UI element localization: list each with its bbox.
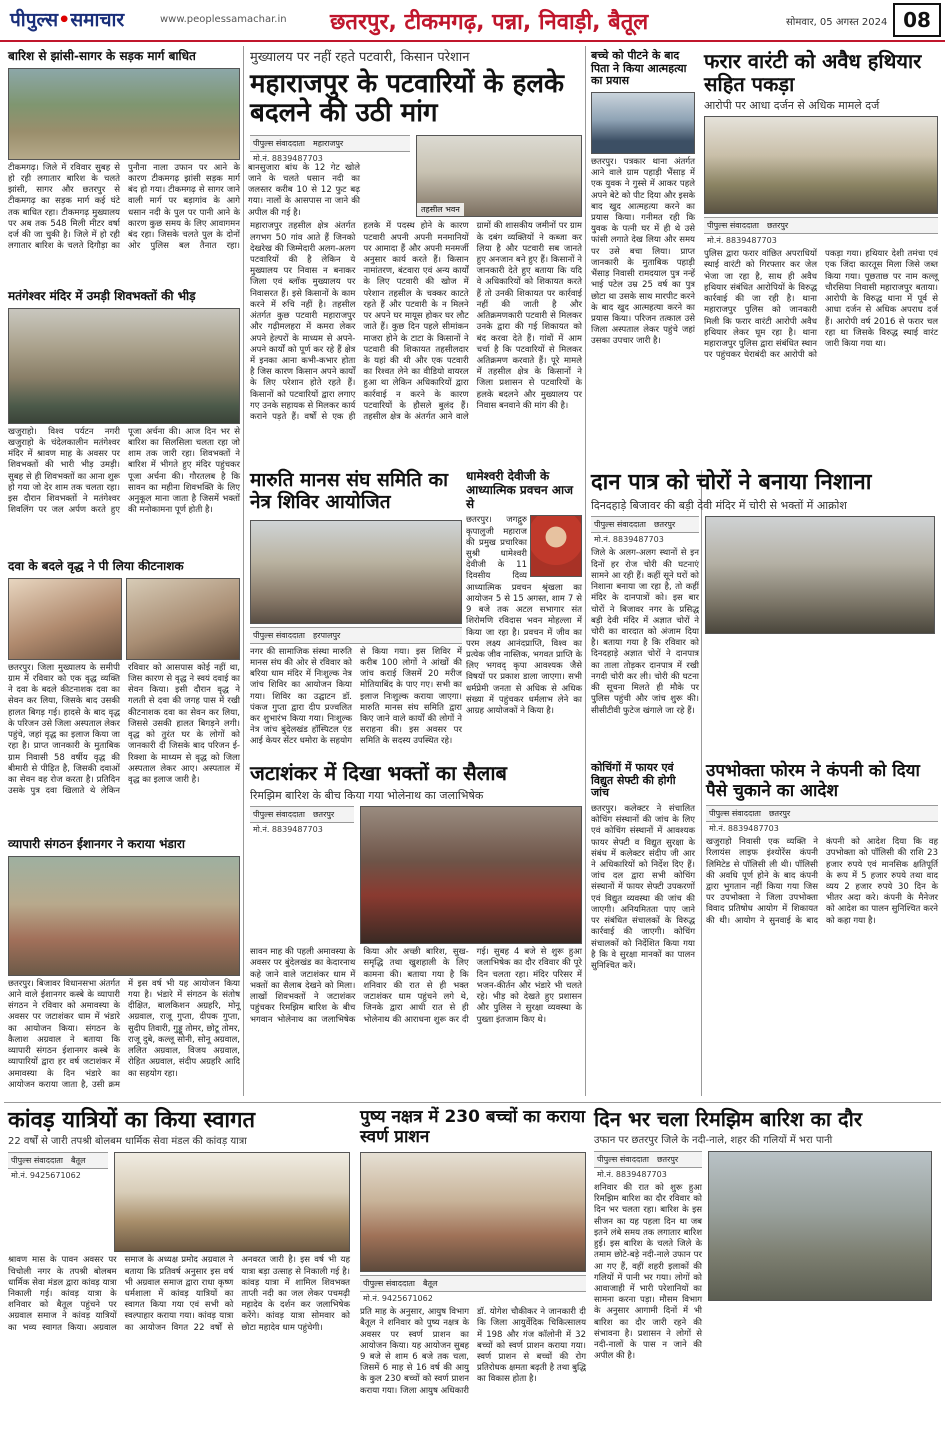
waterlogged-street-photo xyxy=(708,1151,932,1301)
byline-name: पीपुल्स संवाददाता xyxy=(597,1155,649,1164)
story-matangeshwar xyxy=(8,290,240,548)
byline-place: छतरपुर xyxy=(312,810,335,820)
subhead: उफान पर छतरपुर जिले के नदी-नाले, शहर की गलियों में भरा पानी xyxy=(594,1135,833,1146)
eye-camp-photo xyxy=(250,520,462,624)
mobile-number: मो.नं. 8839487703 xyxy=(594,535,664,545)
byline-name: पीपुल्स संवाददाता xyxy=(253,139,305,149)
newspaper-logo xyxy=(10,6,124,32)
logo-right: समाचार xyxy=(70,9,125,31)
story-body: महाराजपुर तहसील क्षेत्र अंतर्गत लगभग 50 गांव आते हैं जिनको देखरेख की जिम्मेदारी अलग-अलग पटवारियों की है लेकिन ये मुख्यालय पर निवास न बनाकर जिला एवं ब्लॉक मुख्यालय पर निवासरत हैं। इसे किसानों के काम करने में रुचि नहीं है। तहसील अंतर्गत कुछ पटवारी महाराजपुर और गढ़ीमलहरा में कमरा लेकर अपने हेल्परों के माध्यम से अपने-अपने कार्यों को पूर्ण कर रहे हैं क्षेत्र में इनका आना कभी-कभार होता है जिस कारण किसान अपने कार्यों के लिए परेशान होते रहते हैं। किसानों को पटवारियों द्वारा लगाए गए उनके सहायक से मिलकर कार्य कराने पड़ते हैं। वर्षों से एक ही हलके में पदस्थ होने के कारण पटवारी अपनी अपनी मनमानियों पर आमादा हैं और अपनी मनमर्जी अनुसार कार्य करते हैं। किसान नामांतरण, बंटवारा एवं अन्य कार्यों के लिए पटवारी की खोज में परेशान तहसील के चक्कर काटते रहते हैं और पटवारी के न मिलने पर अपने घर मायूस होकर घर लौट जाते हैं। कुछ दिन पहले सीमांकन माजरा होने के टाटा के किसानों ने पटवारी की शिकायत तहसीलदार के यहां की थी और एक पटवारी का रिश्वत लेने का वीडियो वायरल हुआ था लेकिन अधिकारियों द्वारा कार्रवाई न करने के कारण पटवारियों के हौसले बुलंद हैं। तहसील क्षेत्र के अंतर्गत आने वाले ग्रामों की शासकीय जमीनों पर ग्राम के दबंग व्यक्तियों ने कब्जा कर लिया है और पटवारी सब जानते हुए अनजान बने हुए हैं। किसानों ने जानकारी देते हुए बताया कि यदि वे अधिकारियों को शिकायत करते हैं तो उनकी शिकायत पर कार्रवाई नहीं की जाती है और अतिक्रमणकारी पटवारी से मिलकर उनके द्वारा की गई शिकायत को बंद करवा देते हैं। गांवों में आम चर्चा है कि पटवारियों से मिलकर अतिक्रमण करवाते हैं। पूरे मामले में तहसील क्षेत्र के किसानों ने जिला प्रशासन से पटवारियों के हलके बदलने और मुख्यालय पर निवास बनवाने की मांग की है। xyxy=(250,221,582,423)
subhead: दिनदहाड़े बिजावर की बड़ी देवी मंदिर में चोरी से भक्तों में आक्रोश xyxy=(591,499,847,513)
preacher-photo xyxy=(530,515,582,577)
story-body: छतरपुर। बिजावर विधानसभा अंतर्गत आने वाले ईशानगर कस्बे के व्यापारी संगठन ने रविवार को अमावस्या के अवसर पर जटाशंकर धाम में भंडारे का आयोजन किया। संगठन के कैलाश अग्रवाल ने बताया कि व्यापारी संगठन ईशानगर कस्बे के व्यापारियों द्वारा हर वर्ष जटाशंकर में अमावस्या के दिन भंडारे का आयोजन कराया जाता है, उसी क्रम में इस वर्ष भी यह आयोजन किया गया है। भंडारे में संगठन के संतोष दीक्षित, बालकिशन अग्रहरि, मोनू अग्रवाल, राजू गुप्ता, दीपक गुप्ता, सुदीप तिवारी, गुड्डू तोमर, छोटू तोमर, राजू दुबे, कल्लू सोनी, सोनू अग्रवाल, ललित अग्रवाल, विजय अग्रवाल, रोहित अग्रवाल, संदीप अग्रहरि आदि का सहयोग रहा। xyxy=(8,978,240,1090)
story-body: शनिवार की रात को शुरू हुआ रिमझिम बारिश का दौर रविवार को दिन भर चलता रहा। बारिश के इस सीजन का यह पहला दिन था जब इतने लंबे समय तक लगातार बारिश हुई। इस बारिश के चलते जिले के तमाम छोटे-बड़े नदी-नाले उफान पर आ गए हैं, वहीं शहरी इलाकों की गलियों में पानी भर गया। लोगों को आवाजाही में भारी परेशानियों का सामना करना पड़ा। मौसम विभाग के अनुसार आगामी दिनों में भी बारिश का दौर जारी रहने की संभावना है। प्रशासन ने लोगों से नदी-नालों के पास न जाने की अपील की है। xyxy=(594,1183,702,1362)
bhandara-photo xyxy=(8,856,240,976)
byline-place: छतरपुर xyxy=(766,221,789,231)
story-body: नगर की सामाजिक संस्था मारुति मानस संघ की ओर से रविवार को बरिया धाम मंदिर में निःशुल्क नेत्र जांच शिविर का आयोजन किया गया। शिविर का उद्घाटन डॉ. पंकज गुप्ता द्वारा दीप प्रज्वलित कर शुभारंभ किया गया। निःशुल्क नेत्र जांच बुंदेलखंड हॉस्पिटल एंड आई केयर सेंटर धमोरा के सहयोग से किया गया। इस शिविर में करीब 100 लोगों ने आंखों की जांच कराई जिसमें 20 मरीज मोतियाबिंद के पाए गए। सभी का इलाज निःशुल्क कराया जाएगा। मारुति मानस संघ समिति द्वारा किए जाने वाले कार्यों की लोगों ने सराहना की। इस अवसर पर समिति के सदस्य उपस्थित रहे। xyxy=(250,646,462,747)
patient-photo xyxy=(8,578,122,660)
region-title: छतरपुर, टीकमगढ़, पन्ना, निवाड़ी, बैतूल xyxy=(330,10,649,35)
logo-dot: • xyxy=(58,9,71,31)
story-warrant xyxy=(704,50,938,465)
story-consumer xyxy=(706,762,938,1096)
mobile-number: मो.नं. 9425671062 xyxy=(363,1294,433,1304)
story-pesticide xyxy=(8,560,240,828)
story-swarnaprashan xyxy=(360,1108,586,1440)
headline: महाराजपुर के पटवारियों के हलके बदलने की उठी मांग xyxy=(250,68,564,129)
byline xyxy=(594,1151,702,1168)
byline-name: पीपुल्स संवाददाता xyxy=(709,809,761,819)
byline xyxy=(250,135,410,152)
story-body: सावन माह की पहली अमावस्या के अवसर पर बुंदेलखंड का केदारनाथ कहे जाने वाले जटाशंकर धाम में भक्तों का सैलाब देखने को मिला। लाखों शिवभक्तों ने जटाशंकर पहुंचकर रिमझिम बारिश के बीच भगवान भोलेनाथ का जलाभिषेक किया और अच्छी बारिश, सुख-समृद्धि तथा खुशहाली के लिए कामना की। बताया गया है कि शनिवार की रात से ही भक्त जटाशंकर धाम पहुंचने लगे थे, जिनके द्वारा आधी रात से ही भोलेनाथ की आराधना शुरू कर दी गई। सुबह 4 बजे से शुरू हुआ जलाभिषेक का दौर रविवार की पूरे दिन चलता रहा। मंदिर परिसर में भजन-कीर्तन और भंडारे भी चलते रहे। भीड़ को देखते हुए प्रशासन और पुलिस ने सुरक्षा व्यवस्था के पुख्ता इंतजाम किए थे। xyxy=(250,947,582,1025)
masthead xyxy=(0,0,945,42)
headline: मारुति मानस संघ समिति का नेत्र शिविर आयोजित xyxy=(250,469,448,513)
photo-caption: तहसील भवन xyxy=(417,203,464,216)
byline xyxy=(706,805,938,822)
headline: कांवड़ यात्रियों का किया स्वागत xyxy=(8,1108,256,1133)
headline: दिन भर चला रिमझिम बारिश का दौर xyxy=(594,1107,863,1131)
temple-theft-photo xyxy=(705,516,935,634)
story-body: खजुराहो निवासी एक व्यक्ति ने रिलायंस लाइफ इंश्योरेंस कंपनी लिमिटेड से पॉलिसी ली थी। पॉलिसी की अवधि पूर्ण होने के बाद कंपनी द्वारा भुगतान नहीं किया गया जिस पर उपभोक्ता ने जिला उपभोक्ता विवाद प्रतिषोध आयोग में शिकायत की थी। आयोग ने सुनवाई के बाद कंपनी को आदेश दिया कि वह उपभोक्ता को पॉलिसी की राशि 23 हजार रुपये एवं मानसिक क्षतिपूर्ति के रूप में 5 हजार रुपये तथा वाद व्यय 2 हजार रुपये 30 दिन के भीतर अदा करे। कंपनी के मैनेजर को आदेश का पालन सुनिश्चित करने को कहा गया है। xyxy=(706,837,938,926)
byline xyxy=(250,627,462,644)
byline-place: बैतूल xyxy=(422,1279,438,1289)
column-rule xyxy=(243,46,244,1096)
headline: फरार वारंटी को अवैध हथियार सहित पकड़ा xyxy=(704,49,922,96)
story-body: जिले के अलग-अलग स्थानों से इन दिनों हर रोज चोरी की घटनाएं सामने आ रही हैं। कहीं सूने घरों को निशाना बनाया जा रहा है, तो कहीं मंदिर के दानपात्रों को। इस बार चोरों ने बिजावर नगर के प्रसिद्ध बड़ी देवी मंदिर में अज्ञात चोरों ने चोरी का वारदात को अंजाम दिया है। बताया गया है कि रविवार को दिनदहाड़े अज्ञात चोरों ने दानपात्र का ताला तोड़कर दानपात्र में रखी नगदी चोरी कर ली। चोरी की घटना की सूचना मिलते ही मौके पर पुलिस पहुंची और जांच शुरू की। सीसीटीवी फुटेज खंगाले जा रहे हैं। xyxy=(591,548,699,716)
byline-name: पीपुल्स संवाददाता xyxy=(253,810,305,820)
hospital-photo xyxy=(591,92,695,154)
byline-name: पीपुल्स संवाददाता xyxy=(594,520,646,530)
flood-photo xyxy=(8,68,240,160)
mobile-number: मो.नं. 8839487703 xyxy=(707,236,777,246)
logo-left: पीपुल्स xyxy=(10,9,59,31)
swarnaprashan-photo xyxy=(360,1152,586,1272)
headline: जटाशंकर में दिखा भक्तों का सैलाब xyxy=(250,761,507,785)
headline: बच्चे को पीटने के बाद पिता ने किया आत्महत्या का प्रयास xyxy=(591,49,687,88)
website-url: www.peoplessamachar.in xyxy=(160,14,287,25)
mobile-number: मो.नं. 8839487703 xyxy=(253,825,323,835)
tehsil-photo xyxy=(416,135,582,217)
byline-place: छतरपुर xyxy=(768,809,791,819)
byline xyxy=(250,806,354,823)
byline-place: छतरपुर xyxy=(656,1155,679,1164)
headline: कोचिंगों में फायर एवं विद्युत सेफ्टी की होगी जांच xyxy=(591,761,676,800)
column-rule xyxy=(585,46,586,1096)
subhead: आरोपी पर आधा दर्जन से अधिक मामले दर्ज xyxy=(704,99,880,112)
byline-place: हरपालपुर xyxy=(312,630,341,640)
row-rule xyxy=(4,1102,941,1103)
headline: दवा के बदले वृद्ध ने पी लिया कीटनाशक xyxy=(8,559,184,573)
story-body: पुलिस द्वारा फरार वांछित अपराधियों स्थाई वारंटी को गिरफ्तार कर जेल भेजा जा रहा है, साथ ही अवैध हथियार संबंधित आरोपियों के विरुद्ध कार्रवाई की जा रही है। थाना महाराजपुर पुलिस को जानकारी मिली कि फरार वारंटी आरोपी अवैध हथियार लेकर घूम रहा है। थाना महाराजपुर पुलिस द्वारा संबंधित स्थान पर पहुंचकर घेराबंदी कर आरोपी को पकड़ा गया। हथियार देशी तमंचा एवं एक जिंदा कारतूस मिला जिसे जब्त किया गया। पूछताछ पर नाम कल्लू चौरसिया निवासी महाराजपुर बताया। आरोपी के विरुद्ध थाना में पूर्व से आधा दर्जन से अधिक अपराध दर्ज हैं। आरोपी वर्ष 2016 से फरार चल रहा था जिसके विरुद्ध स्थाई वारंट जारी किया गया था। xyxy=(704,249,938,361)
story-body: प्रति माह के अनुसार, आयुष विभाग बैतूल ने शनिवार को पुष्य नक्षत्र के अवसर पर स्वर्ण प्राशन का आयोजन किया। यह आयोजन सुबह 9 बजे से शाम 6 बजे तक चला, जिसमें 6 माह से 16 वर्ष की आयु के कुल 230 बच्चों को स्वर्ण प्राशन कराया गया। जिला आयुष अधिकारी डॉ. योगेश चौकीकर ने जानकारी दी कि जिला आयुर्वेदिक चिकित्सालय में 198 और गंज कॉलोनी में 32 बच्चों को स्वर्ण प्राशन कराया गया। स्वर्ण प्राशन से बच्चों की रोग प्रतिरोधक क्षमता बढ़ती है तथा बुद्धि का विकास होता है। xyxy=(360,1307,586,1396)
police-photo xyxy=(704,116,938,214)
headline: पुष्य नक्षत्र में 230 बच्चों का कराया स्वर्ण प्राशन xyxy=(360,1107,586,1147)
story-daanpatra xyxy=(591,470,938,754)
kicker: मुख्यालय पर नहीं रहते पटवारी, किसान परेशान xyxy=(250,50,470,65)
headline: बारिश से झांसी-सागर के सड़क मार्ग बाधित xyxy=(8,49,196,63)
story-body: छतरपुर। जगद्गुरु कृपालुजी महाराज की प्रमुख प्रचारिका सुश्री धामेश्वरी देवीजी के 11 दिवसीय दिव्य आध्यात्मिक प्रवचन श्रृंखला का आयोजन 5 से 15 अगस्त, शाम 7 से 9 बजे तक अटल सभागार संत शिरोमणि रविदास भवन मोहल्ला में किया जा रहा है। प्रवचन में जीव का परम लक्ष्य आनंदप्राप्ति, विश्व का प्रत्येक जीव नास्तिक, भगवत प्राप्ति के लिए भगवद् कृपा आवश्यक जैसे विषयों पर प्रकाश डाला जाएगा। सभी धर्मप्रेमी जनता से अधिक से अधिक संख्या में पहुंचकर धर्मलाभ लेने का आग्रह आयोजकों ने किया है। xyxy=(466,515,582,717)
byline xyxy=(591,516,699,533)
headline: व्यापारी संगठन ईशानगर ने कराया भंडारा xyxy=(8,837,185,851)
headline: उपभोक्ता फोरम ने कंपनी को दिया पैसे चुकाने का आदेश xyxy=(706,761,920,801)
mobile-number: मो.नं. 8839487703 xyxy=(597,1170,667,1179)
story-bhandara xyxy=(8,838,240,1096)
story-coaching xyxy=(591,762,695,1096)
subhead: रिमझिम बारिश के बीच किया गया भोलेनाथ का जलाभिषेक xyxy=(250,789,484,802)
byline-name: पीपुल्स संवाददाता xyxy=(11,1156,63,1166)
byline-place: छतरपुर xyxy=(653,520,676,530)
headline: मतंगेश्वर मंदिर में उमड़ी शिवभक्तों की भीड़ xyxy=(8,289,196,303)
mobile-number: मो.नं. 8839487703 xyxy=(253,154,323,164)
story-body: श्रावण मास के पावन अवसर पर चिचोली नगर के तपश्री बोलबम धार्मिक सेवा मंडल द्वारा कांवड़ यात्रा निकाली गई। कांवड़ यात्रा के शनिवार को बैतूल पहुंचने पर अग्रवाल समाज ने कांवड़ यात्रियों का भव्य स्वागत किया। अग्रवाल समाज के अध्यक्ष प्रमोद अग्रवाल ने बताया कि प्रतिवर्ष अनुसार इस वर्ष भी अग्रवाल समाज द्वारा राधा कृष्ण धर्मशाला में कांवड़ यात्रियों का स्वागत किया गया एवं सभी को स्वल्पाहार कराया गया। कांवड़ यात्रा का आयोजन विगत 22 वर्षों से अनवरत जारी है। इस वर्ष भी यह यात्रा बड़ा उत्साह से निकाली गई है। कांवड़ यात्रा में शामिल शिवभक्त ताप्ती नदी का जल लेकर पचमढ़ी महादेव के दर्शन कर जलाभिषेक करेंगे। कांवड़ यात्रा सोमवार को छोटा महादेव धाम पहुंचेगी। xyxy=(8,1255,350,1333)
byline-place: महाराजपुर xyxy=(312,139,344,149)
story-jatashankar xyxy=(250,762,582,1096)
byline-name: पीपुल्स संवाददाता xyxy=(253,630,305,640)
story-body: छतरपुर। पत्रकार थाना अंतर्गत आने वाले ग्राम पहाड़ी भैंसाड़ में एक युवक ने गुस्से में आकर पहले अपने बेटे को पीट दिया और इसके बाद खुद आत्महत्या करने का प्रयास किया। गनीमत रही कि युवक के पत्नी घर में ही थे उसे फांसी लगाते देख लिया और समय पर उसे बचा लिया। प्राप्त जानकारी के मुताबिक पहाड़ी भैंसाड़ निवासी रामदयाल पुत्र नन्हें भाई पटेल उम्र 25 वर्ष का पुत्र छोटा था उसके साथ मारपीट करने के बाद खुद आत्महत्या करने का प्रयास किया। परिजन तत्काल उसे जिला अस्पताल लेकर पहुंचे जहां उसका उपचार जारी है। xyxy=(591,156,695,347)
issue-date: सोमवार, 05 अगस्त 2024 xyxy=(786,17,888,28)
byline xyxy=(8,1152,108,1169)
headline: धामेश्वरी देवीजी के आध्यात्मिक प्रवचन आज से xyxy=(466,469,574,511)
story-body: छतरपुर। कलेक्टर ने संचालित कोचिंग संस्थानों की जांच के लिए एवं कोचिंग संस्थानों में आवश्यक फायर सेफ्टी व विद्युत सुरक्षा के संबंध में कलेक्टर संदीप जी आर ने अधिकारियों को निर्देश दिए हैं। जांच दल द्वारा सभी कोचिंग संस्थानों में फायर सेफ्टी उपकरणों एवं विद्युत व्यवस्था की जांच की जाएगी। अनियमितता पाए जाने पर संबंधित संचालकों के विरुद्ध कार्रवाई की जाएगी। कोचिंग संचालकों को निर्देशित किया गया है कि वे सुरक्षा मानकों का पालन सुनिश्चित करें। xyxy=(591,803,695,971)
mobile-number: मो.नं. 8839487703 xyxy=(709,824,779,834)
page-number: 08 xyxy=(893,3,941,37)
story-kanwar xyxy=(8,1108,350,1440)
story-body: टीकमगढ़। जिले में रविवार सुबह से हो रही लगातार बारिश के चलते झांसी, सागर और छतरपुर से टीकमगढ़ का सड़क मार्ग कई घंटे तक बाधित रहा। टीकमगढ़ मुख्यालय पर अब तक 548 मिली मीटर वर्षा दर्ज की जा चुकी है। जिले में हो रही लगातार बारिश के चलते दिगौड़ा का पुनौना नाला उफान पर आने के कारण टीकमगढ़ झांसी सड़क मार्ग बंद हो गया। टीकमगढ़ से सागर जाने वाली मार्ग पर बड़ागांव के आगे धसान नदी के पुल पर पानी आने के कारण कुछ समय के लिए आवागमन बंद रहा। जिसके चलते पुल के दोनों ओर पुलिस बल तैनात रहा। बानसुजारा बांध के 12 गेट खोले जाने के चलते धसान नदी का जलस्तर करीब 10 से 12 फुट बढ़ गया। नालों के आसपास ना जाने की अपील की गई है। xyxy=(8,162,360,252)
headline: दान पात्र को चोरों ने बनाया निशाना xyxy=(591,470,872,495)
byline-name: पीपुल्स संवाददाता xyxy=(363,1279,415,1289)
patient-photo xyxy=(126,578,240,660)
byline-place: बैतूल xyxy=(70,1156,86,1166)
kanwar-photo xyxy=(114,1152,350,1252)
temple-photo xyxy=(8,308,240,424)
story-suicide xyxy=(591,50,695,465)
byline xyxy=(704,217,938,234)
byline-name: पीपुल्स संवाददाता xyxy=(707,221,759,231)
subhead: 22 वर्षों से जारी तपश्री बोलबम धार्मिक सेवा मंडल की कांवड़ यात्रा xyxy=(8,1136,247,1148)
story-body: खजुराहो। विश्व पर्यटन नगरी खजुराहो के चंदेलकालीन मतंगेश्वर मंदिर में श्रावण माह के अवसर पर शिवभक्तों की भारी भीड़ उमड़ी। सुबह से ही शिवभक्तों का आना शुरू हो गया जो देर शाम तक चलता रहा। इस दौरान शिवभक्तों ने मतंगेश्वर शिवलिंग पर जल अर्पण करते हुए पूजा अर्चना की। आज दिन भर से बारिश का सिलसिला चलता रहा जो शाम तक जारी रहा। शिवभक्तों ने बारिश में भीगते हुए मंदिर पहुंचकर पूजा अर्चना की। गौरतलब है कि सावन का महीना शिवभक्ति के लिए अनुकूल माना जाता है जिसमें भक्तों की मनोकामना पूर्ण होती है। xyxy=(8,426,240,516)
story-rain-city xyxy=(594,1108,938,1440)
byline xyxy=(360,1275,586,1292)
devotees-photo xyxy=(360,806,582,944)
story-maruti xyxy=(250,470,462,754)
mobile-number: मो.नं. 9425671062 xyxy=(11,1171,81,1181)
story-body: छतरपुर। जिला मुख्यालय के समीपी ग्राम में रविवार को एक वृद्ध व्यक्ति ने दवा के बदले कीटनाशक दवा का सेवन कर लिया, जिसके बाद उसकी हालत बिगड़ गई। हादसे के बाद वृद्ध के परिजन उसे जिला अस्पताल लेकर पहुंचे, जहां वृद्ध का इलाज किया जा रहा है। प्राप्त जानकारी के मुताबिक ग्राम निवासी 58 वर्षीय वृद्ध की बीमारी से पीड़ित है, जिसकी दवाओं का सेवन वह रोज करता है। प्रतिदिन उसके पुत्र दवा खिलाते थे लेकिन रविवार को आसपास कोई नहीं था, जिस कारण से वृद्ध ने स्वयं दवाई का सेवन किया। इसी दौरान वृद्ध ने गलती से दवा की जगह पास में रखी कीटनाशक दवा का सेवन कर लिया, जिससे उसकी हालत बिगड़ने लगी। वृद्ध को तुरंत घर के लोगों को जानकारी दी जिसके बाद परिजन ई-रिक्शा के माध्यम से वृद्ध को जिला अस्पताल लेकर आए। अस्पताल में वृद्ध का इलाज जारी है। xyxy=(8,662,240,797)
story-patwari xyxy=(250,50,582,465)
story-pravachan xyxy=(466,470,582,754)
